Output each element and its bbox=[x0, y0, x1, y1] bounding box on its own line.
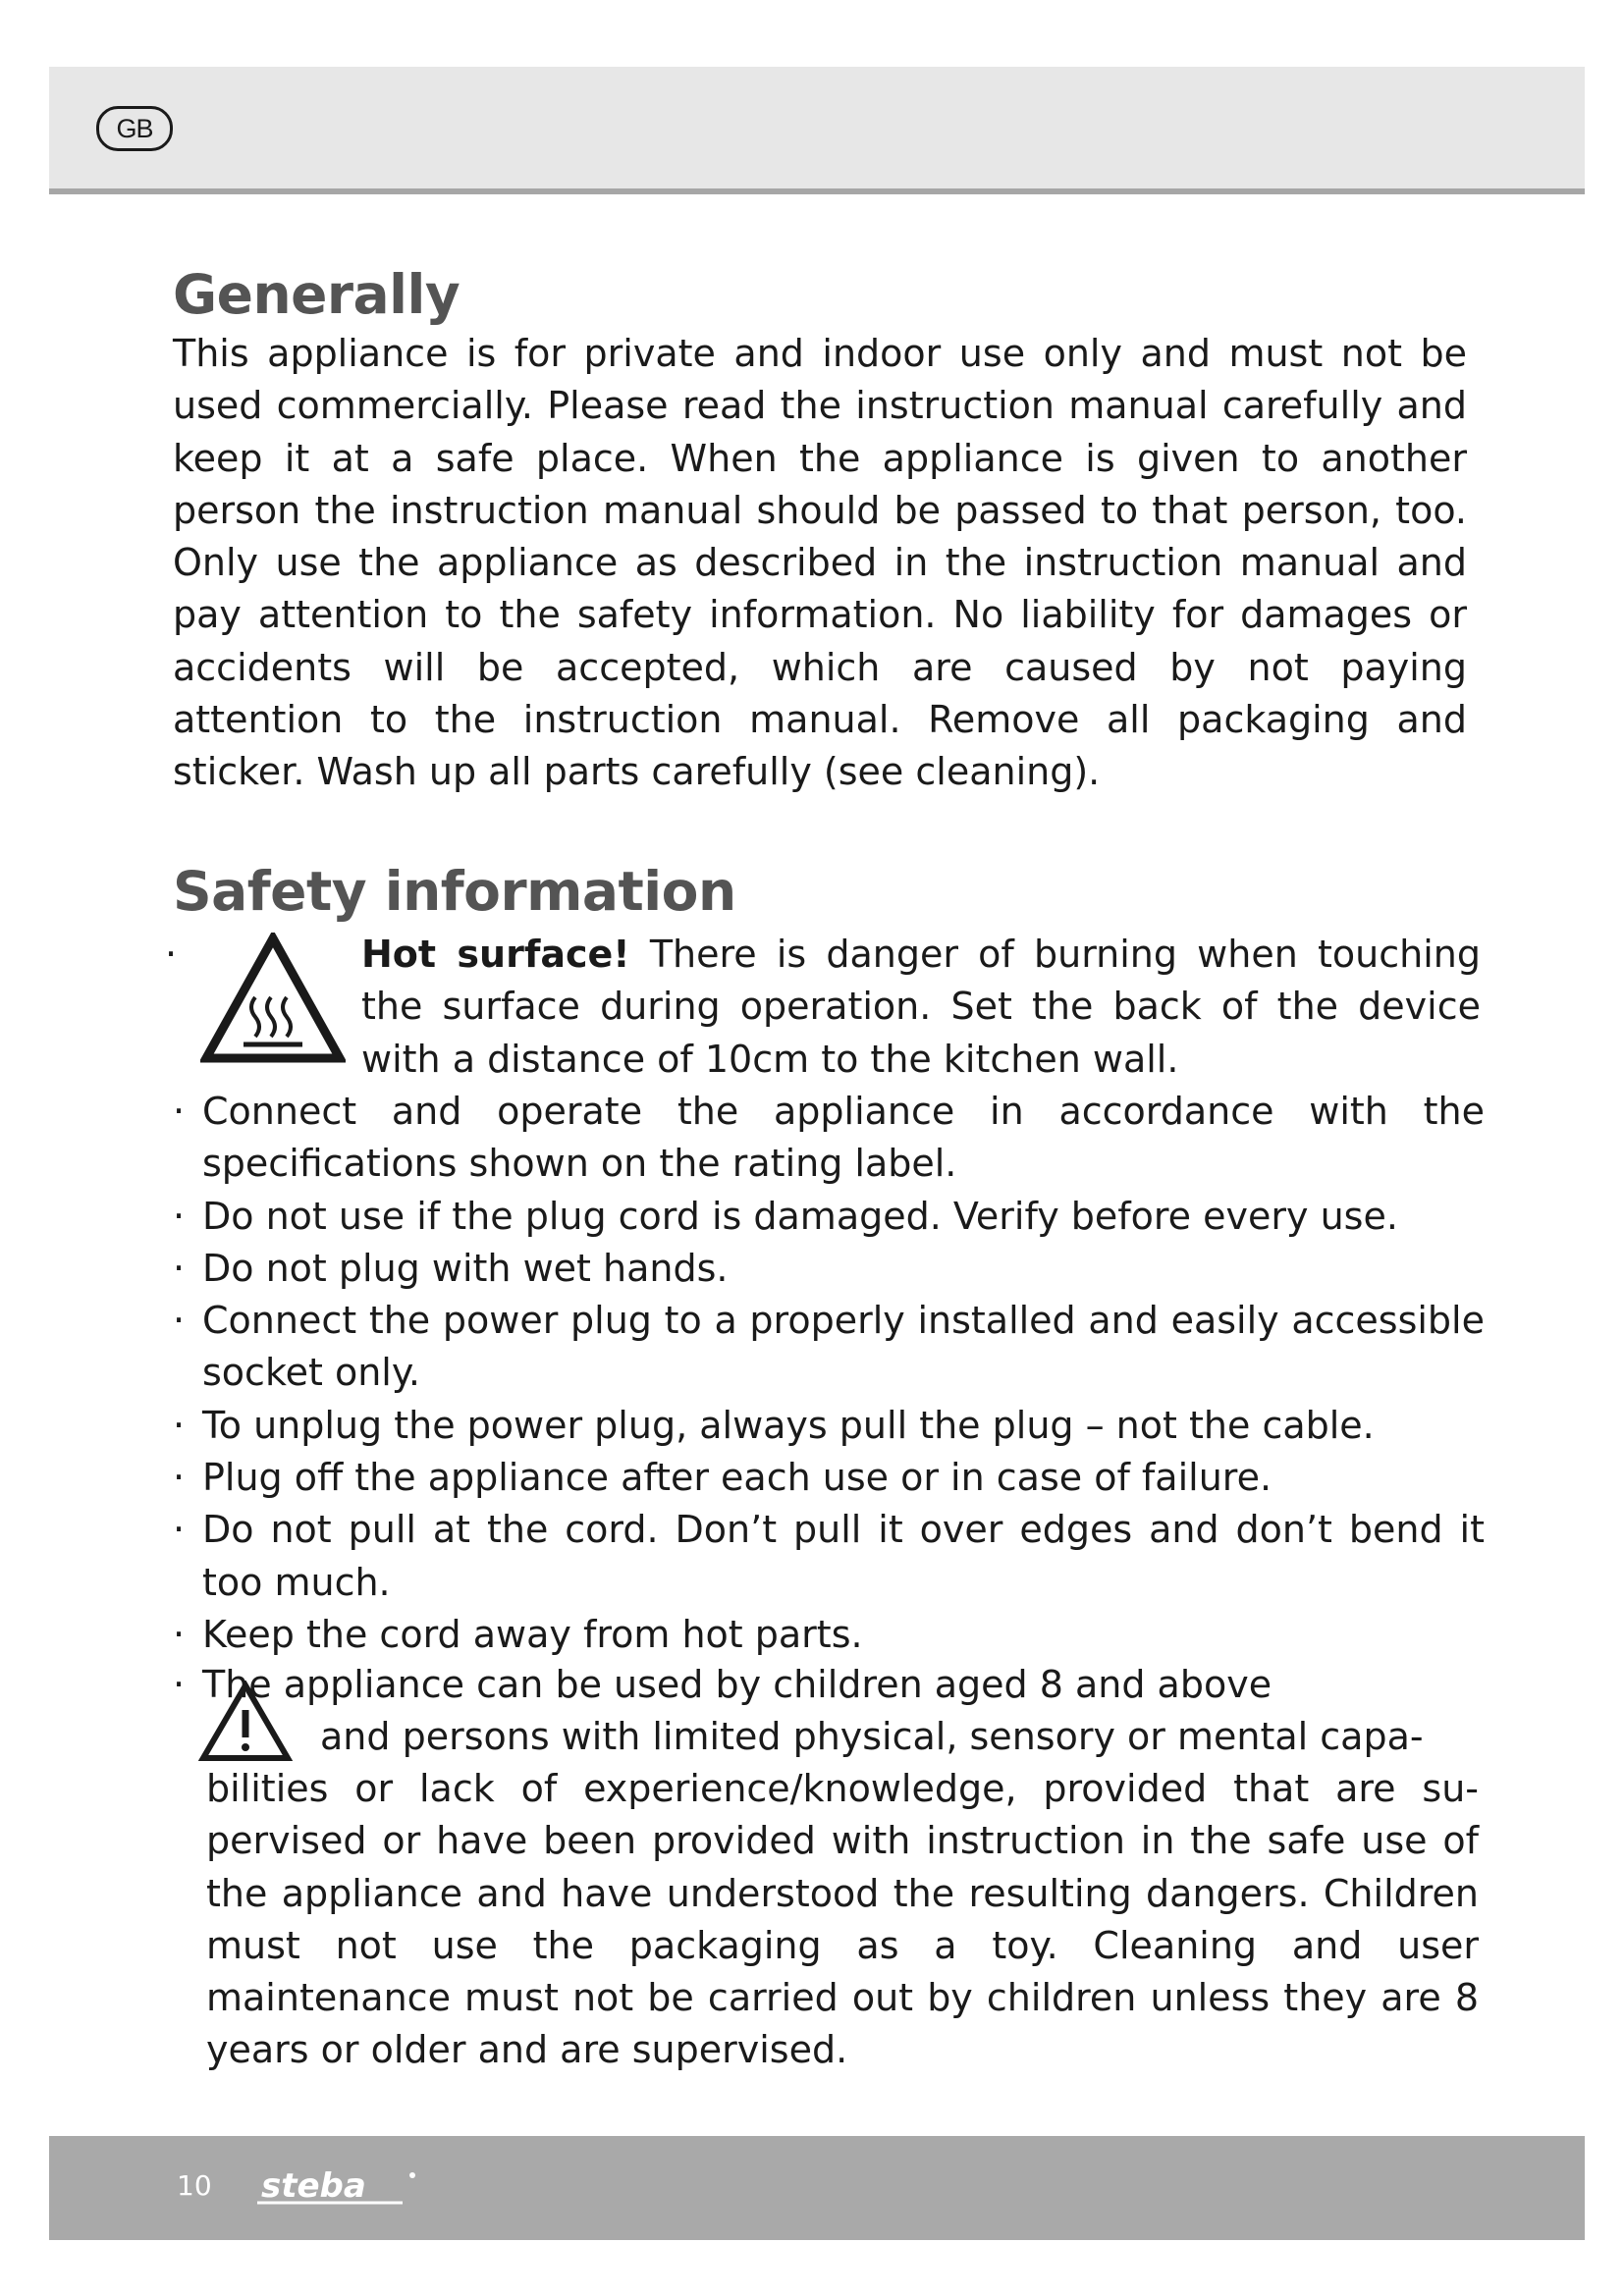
hot-surface-description: There is danger of burning when touching the surface during operation. Set the back of the device with a distance of 10cm to the kitchen wall. bbox=[361, 933, 1481, 1081]
hot-surface-warning bbox=[165, 929, 1481, 1086]
hot-surface-icon bbox=[200, 933, 346, 1064]
list-item bbox=[173, 1452, 1485, 1504]
list-item bbox=[173, 1295, 1485, 1400]
generally-heading: Generally bbox=[173, 263, 460, 326]
language-badge: GB bbox=[96, 106, 173, 151]
list-item bbox=[173, 1086, 1485, 1191]
brand-logo-text: steba bbox=[261, 2166, 366, 2206]
bullet-dot: · bbox=[173, 1663, 186, 1706]
list-item bbox=[173, 1400, 1485, 1452]
bullet-dot: · bbox=[173, 1194, 186, 1238]
list-item-text: Do not pull at the cord. Don’t pull it over edges and don’t bend it too much. bbox=[202, 1508, 1485, 1604]
list-item-text: Connect and operate the appliance in accordance with the specifications shown on the rating label. bbox=[202, 1090, 1485, 1186]
list-item bbox=[173, 1243, 1485, 1295]
list-item-text: Do not use if the plug cord is damaged. Verify before every use. bbox=[202, 1194, 1398, 1238]
list-item-text: Plug off the appliance after each use or in case of failure. bbox=[202, 1456, 1272, 1500]
generally-paragraph: This appliance is for private and indoor use only and must not be used commercially. Please read the instruction manual carefully and keep it at a safe place. When the appliance is given to another person the instruction manual should be passed to that person, too. Only use the appliance as described in the instruction manual and pay attention to the safety information. No liability for damages or accidents will be accepted, which are caused by not paying attention to the instruction manual. Remove all packaging and sticker. Wash up all parts carefully (see cleaning). bbox=[173, 332, 1467, 794]
bullet-dot: · bbox=[173, 1403, 186, 1447]
children-line-1: The appliance can be used by children aged 8 and above bbox=[202, 1663, 1272, 1706]
bullet-dot: · bbox=[173, 1090, 186, 1133]
safety-list bbox=[173, 1086, 1485, 1661]
page-header bbox=[49, 67, 1585, 194]
list-item-text: To unplug the power plug, always pull the plug – not the cable. bbox=[202, 1403, 1375, 1447]
list-item-text: Keep the cord away from hot parts. bbox=[202, 1612, 863, 1656]
list-item bbox=[173, 1504, 1485, 1609]
list-item bbox=[173, 1609, 1485, 1661]
bullet-dot: · bbox=[165, 933, 178, 976]
list-item-text: Connect the power plug to a properly installed and easily accessible socket only. bbox=[202, 1299, 1485, 1395]
bullet-dot: · bbox=[173, 1246, 186, 1290]
warning-triangle-icon bbox=[198, 1681, 293, 1763]
children-paragraph: bilities or lack of experience/knowledge, provided that are supervised or have been provided with instruction in the safe use of the appliance and have understood the resulting dangers. Children must not use the packaging as a toy. Cleaning and user maintenance must not be carried out by children unless they are 8 years or older and are supervised. bbox=[206, 1767, 1479, 2072]
hot-surface-text bbox=[361, 929, 1481, 1086]
hot-surface-label: Hot surface! bbox=[361, 933, 630, 976]
brand-logo bbox=[255, 2163, 422, 2213]
bullet-dot: · bbox=[173, 1612, 186, 1656]
bullet-dot: · bbox=[173, 1299, 186, 1343]
list-item bbox=[173, 1191, 1485, 1243]
bullet-dot: · bbox=[173, 1456, 186, 1500]
page-footer bbox=[49, 2136, 1585, 2240]
bullet-dot: · bbox=[173, 1508, 186, 1552]
page-number: 10 bbox=[177, 2169, 212, 2202]
list-item-text: Do not plug with wet hands. bbox=[202, 1246, 729, 1290]
safety-heading: Safety information bbox=[173, 860, 736, 923]
children-line-2: and persons with limited physical, sensory or mental capa- bbox=[320, 1715, 1424, 1758]
